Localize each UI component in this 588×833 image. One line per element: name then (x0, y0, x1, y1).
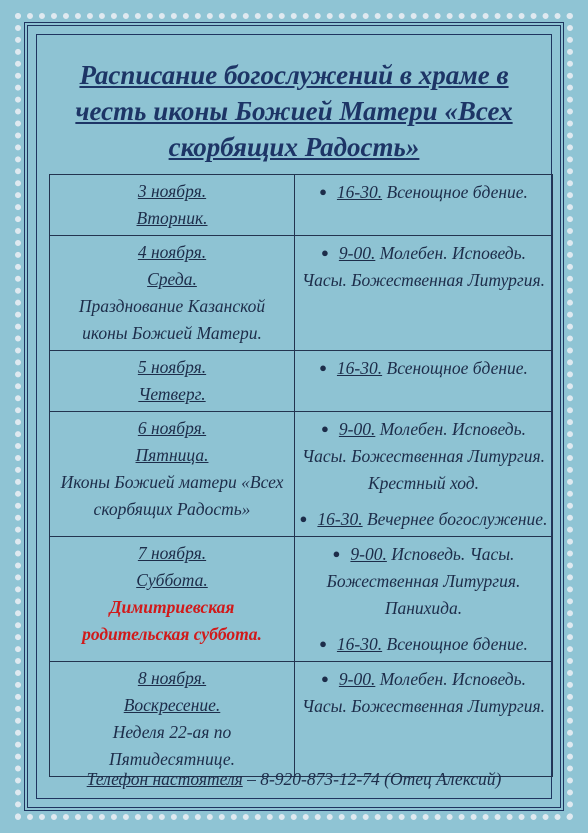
service-item (299, 178, 548, 206)
service-description: Молебен. Исповедь. Часы. Божественная Литургия. (302, 669, 545, 716)
feast-note: Празднование Казанской иконы Божией Матери. (78, 296, 266, 343)
bullet-icon: ● (332, 546, 341, 561)
poster-body (36, 34, 552, 799)
date-label: 3 ноября. (137, 181, 207, 201)
service-time: 9-00. (338, 243, 376, 263)
service-time: 9-00. (350, 544, 387, 564)
phone-label: Телефон настоятеля (86, 769, 243, 789)
service-description: Всенощное бдение. (386, 182, 528, 202)
service-item (299, 665, 548, 720)
table-row (50, 662, 553, 777)
bullet-icon: ● (299, 511, 308, 526)
service-description: Исповедь. Часы. Божественная Литургия. Панихида. (326, 544, 521, 618)
table-row (50, 537, 553, 662)
schedule-table (49, 174, 553, 777)
date-label: 8 ноября. (137, 668, 207, 688)
service-item (299, 239, 548, 294)
table-row (50, 412, 553, 537)
service-time: 16-30. (336, 358, 383, 378)
services-cell (295, 662, 553, 777)
services-cell (295, 175, 553, 236)
services-cell (295, 412, 553, 537)
weekday-label: Пятница. (135, 445, 209, 465)
table-row (50, 236, 553, 351)
bullet-icon: ● (319, 360, 327, 375)
date-label: 7 ноября. (137, 543, 207, 563)
services-cell (295, 236, 553, 351)
bullet-icon: ● (321, 421, 329, 436)
weekday-label: Среда. (147, 269, 197, 289)
services-cell (295, 537, 553, 662)
weekday-label: Воскресение. (123, 695, 221, 715)
feast-note: Иконы Божией матери «Всех скорбящих Радость» (60, 472, 284, 519)
services-cell (295, 351, 553, 412)
service-description: Всенощное бдение. (386, 358, 528, 378)
day-cell (50, 662, 295, 777)
service-item (299, 354, 548, 382)
service-time: 16-30. (336, 634, 383, 654)
service-item (299, 505, 548, 533)
service-time: 9-00. (338, 419, 376, 439)
service-description: Молебен. Исповедь. Часы. Божественная Литургия. Крестный ход. (302, 419, 545, 493)
weekday-label: Четверг. (138, 384, 206, 404)
day-cell (50, 412, 295, 537)
page-title: Расписание богослужений в храме в честь иконы Божией Матери «Всех скорбящих Радость» (75, 60, 513, 162)
bullet-icon: ● (319, 184, 327, 199)
phone-line (37, 769, 551, 790)
service-item (299, 630, 548, 658)
date-label: 5 ноября. (137, 357, 207, 377)
bullet-icon: ● (319, 636, 327, 651)
service-time: 16-30. (336, 182, 383, 202)
service-item (299, 540, 548, 622)
day-cell (50, 175, 295, 236)
table-row (50, 175, 553, 236)
service-description: Молебен. Исповедь. Часы. Божественная Литургия. (302, 243, 545, 290)
weekday-label: Вторник. (136, 208, 208, 228)
feast-note: Неделя 22-ая по Пятидесятнице. (108, 722, 236, 769)
service-time: 16-30. (317, 509, 363, 529)
phone-number: – 8-920-873-12-74 (Отец Алексий) (242, 769, 502, 789)
day-cell (50, 537, 295, 662)
table-row (50, 351, 553, 412)
date-label: 6 ноября. (137, 418, 207, 438)
day-cell (50, 236, 295, 351)
feast-note-highlight: Димитриевская родительская суббота. (82, 597, 262, 644)
weekday-label: Суббота. (136, 570, 208, 590)
date-label: 4 ноября. (137, 242, 207, 262)
bullet-icon: ● (321, 671, 329, 686)
decorative-border (24, 22, 564, 811)
service-description: Всенощное бдение. (386, 634, 528, 654)
service-description: Вечернее богослужение. (366, 509, 548, 529)
service-time: 9-00. (338, 669, 376, 689)
bullet-icon: ● (321, 245, 329, 260)
service-item (299, 415, 548, 497)
day-cell (50, 351, 295, 412)
